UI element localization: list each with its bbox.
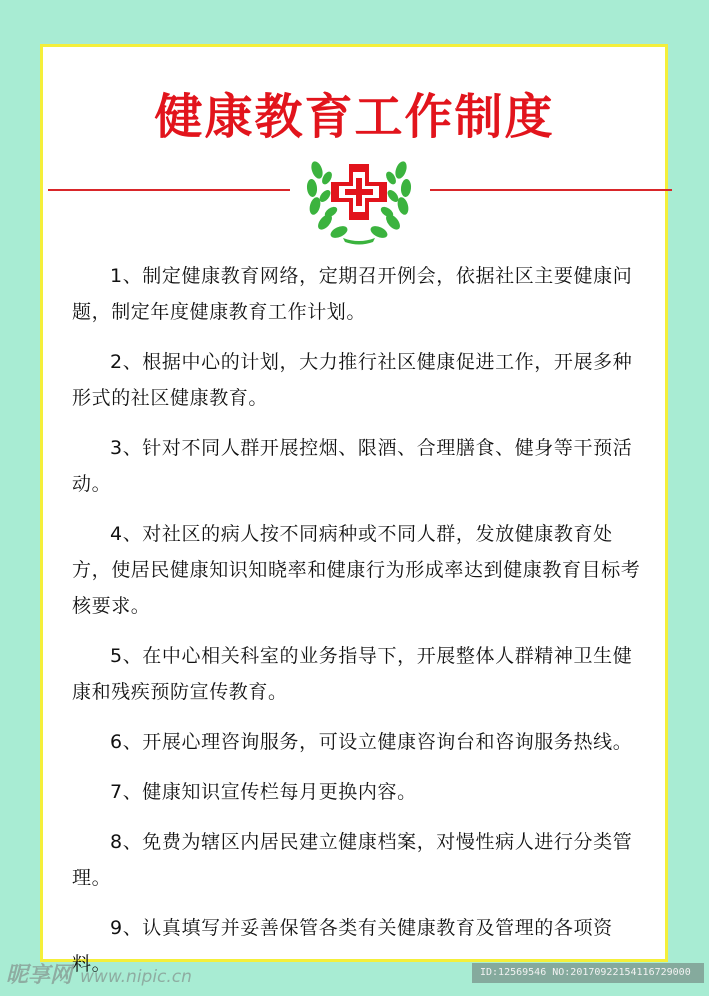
- watermark: [6, 958, 192, 989]
- list-item: 9、认真填写并妥善保管各类有关健康教育及管理的各项资料。: [72, 917, 613, 975]
- list-item: 6、开展心理咨询服务，可设立健康咨询台和咨询服务热线。: [110, 731, 633, 753]
- list-item: 5、在中心相关科室的业务指导下，开展整体人群精神卫生健康和残疾预防宣传教育。: [72, 645, 633, 703]
- watermark-url: www.nipic.cn: [80, 967, 192, 987]
- list-item: 8、免费为辖区内居民建立健康档案，对慢性病人进行分类管理。: [72, 831, 633, 889]
- red-cross-wreath-icon: [303, 148, 415, 246]
- list-item: 4、对社区的病人按不同病种或不同人群，发放健康教育处方，使居民健康知识知晓率和健康行为形成率达到健康教育目标考核要求。: [72, 523, 641, 617]
- title-divider-right: [430, 189, 672, 191]
- list-item: 7、健康知识宣传栏每月更换内容。: [110, 781, 417, 803]
- list-item: 3、针对不同人群开展控烟、限酒、合理膳食、健身等干预活动。: [72, 437, 633, 495]
- list-item: 1、制定健康教育网络，定期召开例会，依据社区主要健康问题，制定年度健康教育工作计划。: [72, 265, 633, 323]
- image-id-strip: ID:12569546 NO:20170922154116729000: [472, 963, 704, 983]
- rule-list: [72, 258, 644, 996]
- list-item: 2、根据中心的计划，大力推行社区健康促进工作，开展多种形式的社区健康教育。: [72, 351, 633, 409]
- page-title: 健康教育工作制度: [154, 89, 555, 145]
- title-divider-left: [48, 189, 290, 191]
- watermark-brand: 昵享网: [6, 963, 73, 988]
